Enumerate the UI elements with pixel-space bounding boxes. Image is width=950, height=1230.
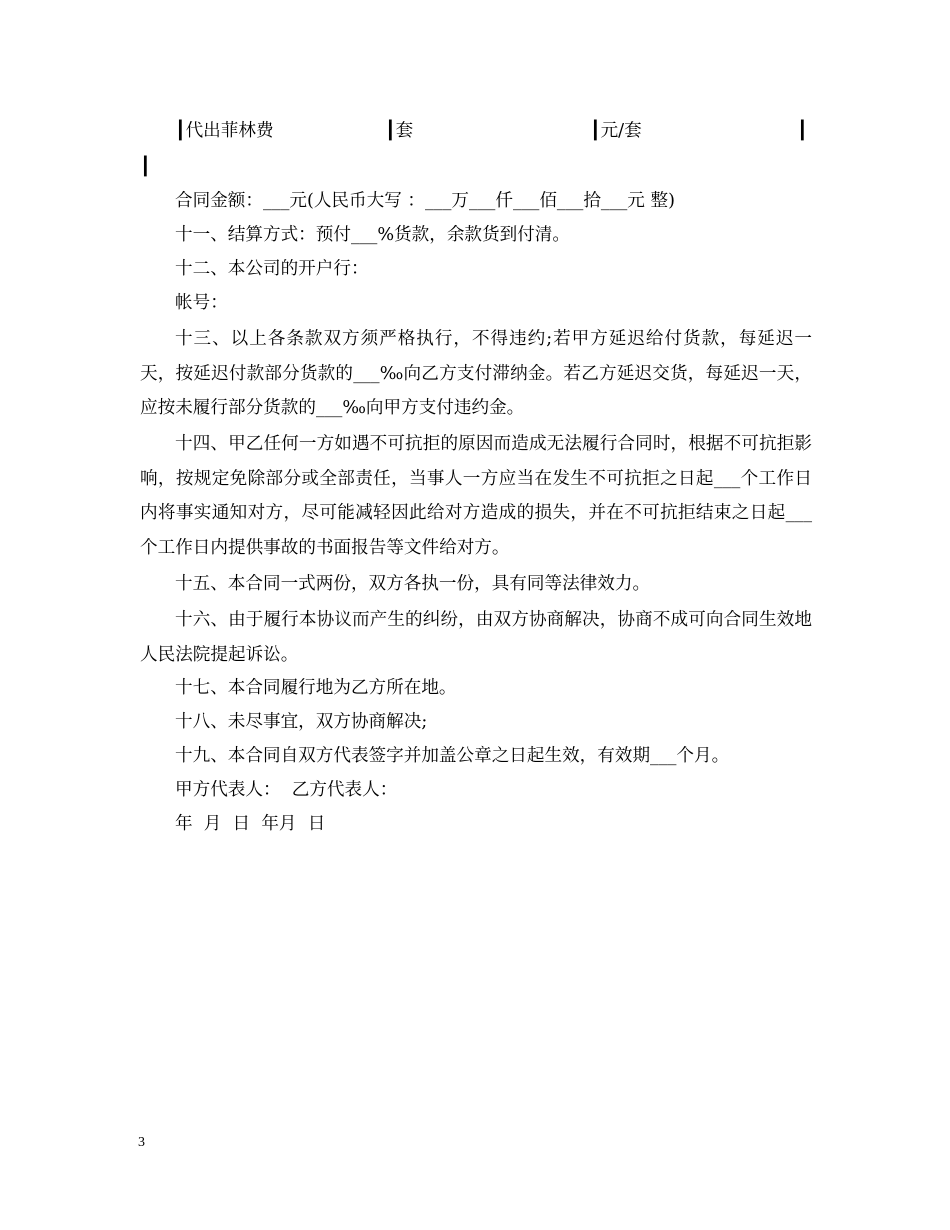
clause-17: 十七、本合同履行地为乙方所在地。 [175, 678, 457, 698]
clause-19: 十九、本合同自双方代表签字并加盖公章之日起生效，有效期___个月。 [175, 746, 730, 766]
clause-15: 十五、本合同一式两份，双方各执一份，具有同等法律效力。 [175, 574, 651, 594]
signature-line: 甲方代表人： 乙方代表人： [175, 780, 398, 800]
clause-13: 十三、以上各条款双方须严格执行，不得违约;若甲方延迟给付货款，每延迟一天，按延迟付款部分货款的___‰向乙方支付滞纳金。若乙方延迟交货，每延迟一天，应按未履行部分货款的___‰向甲方支付违约金。 [140, 329, 812, 418]
page-number: 3 [138, 1135, 145, 1150]
table-cell-item: ┃代出菲林费 [175, 121, 274, 141]
table-trailing-bar: ┃ [140, 157, 151, 177]
clause-14: 十四、甲乙任何一方如遇不可抗拒的原因而造成无法履行合同时，根据不可抗拒影响，按规定免除部分或全部责任，当事人一方应当在发生不可抗拒之日起___个工作日内将事实通知对方，尽可能减轻因此给对方造成的损失，并在不可抗拒结束之日起___个工作日内提供事故的书面报告等文件给对方。 [140, 434, 812, 558]
account-number: 帐号： [175, 293, 228, 313]
table-cell-end: ┃ [797, 121, 808, 141]
clause-11: 十一、结算方式：预付___%货款，余款货到付清。 [175, 225, 570, 245]
table-cell-unit: ┃套 [385, 121, 414, 141]
clause-18: 十八、未尽事宜，双方协商解决; [175, 712, 428, 732]
clause-12: 十二、本公司的开户行： [175, 259, 369, 279]
date-line: 年 月 日 年月 日 [175, 814, 326, 834]
fee-table-row [0, 116, 950, 146]
table-cell-price: ┃元/套 [590, 121, 642, 141]
clause-16: 十六、由于履行本协议而产生的纠纷，由双方协商解决，协商不成可向合同生效地人民法院提起诉讼。 [140, 610, 812, 665]
contract-amount: 合同金额：___元(人民币大写 ：___万___仟___佰___拾___元 整) [175, 191, 675, 211]
